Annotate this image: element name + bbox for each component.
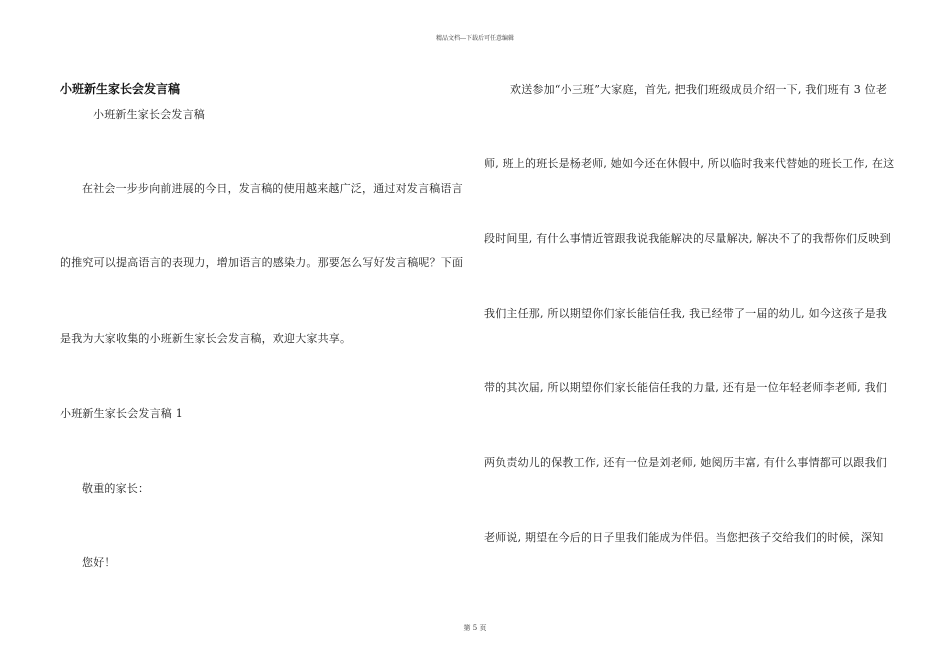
paragraph-line: 两负责幼儿的保教工作, 还有一位是刘老师, 她阅历丰富, 有什么事情都可以跟我们 — [484, 456, 887, 469]
section-heading: 小班新生家长会发言稿 1 — [60, 407, 183, 420]
paragraph-line: 我们主任那, 所以期望你们家长能信任我, 我已经带了一届的幼儿, 如今这孩子是我 — [484, 307, 887, 320]
paragraph-line: 在社会一步步向前进展的今日，发言稿的使用越来越广泛，通过对发言稿语言 — [82, 182, 463, 195]
document-title: 小班新生家长会发言稿 — [60, 82, 181, 96]
paragraph-line: 的推究可以提高语言的表现力，增加语言的感染力。那要怎么写好发言稿呢？下面 — [60, 256, 464, 269]
paragraph-line: 段时间里, 有什么事情近管跟我说我能解决的尽量解决, 解决不了的我帮你们反映到 — [484, 232, 891, 245]
paragraph-line: 师, 班上的班长是杨老师, 她如今还在休假中, 所以临时我来代替她的班长工作, 在这 — [484, 157, 895, 170]
salutation: 敬重的家长： — [82, 482, 150, 495]
subtitle: 小班新生家长会发言稿 — [93, 108, 205, 121]
paragraph-line: 欢送参加“小三班”大家庭，首先, 把我们班级成员介绍一下, 我们班有 3 位老 — [510, 83, 888, 96]
page-header: 精品文档---下载后可任意编辑 — [435, 35, 515, 42]
paragraph-line: 是我为大家收集的小班新生家长会发言稿，欢迎大家共享。 — [60, 332, 352, 345]
paragraph-line: 老师说, 期望在今后的日子里我们能成为伴侣。当您把孩子交给我们的时候，深知 — [484, 531, 884, 544]
greeting: 您好！ — [82, 556, 116, 569]
page-number: 第 5 页 — [463, 624, 487, 632]
paragraph-line: 带的其次届, 所以期望你们家长能信任我的力量, 还有是一位年轻老师李老师, 我们 — [484, 381, 887, 394]
